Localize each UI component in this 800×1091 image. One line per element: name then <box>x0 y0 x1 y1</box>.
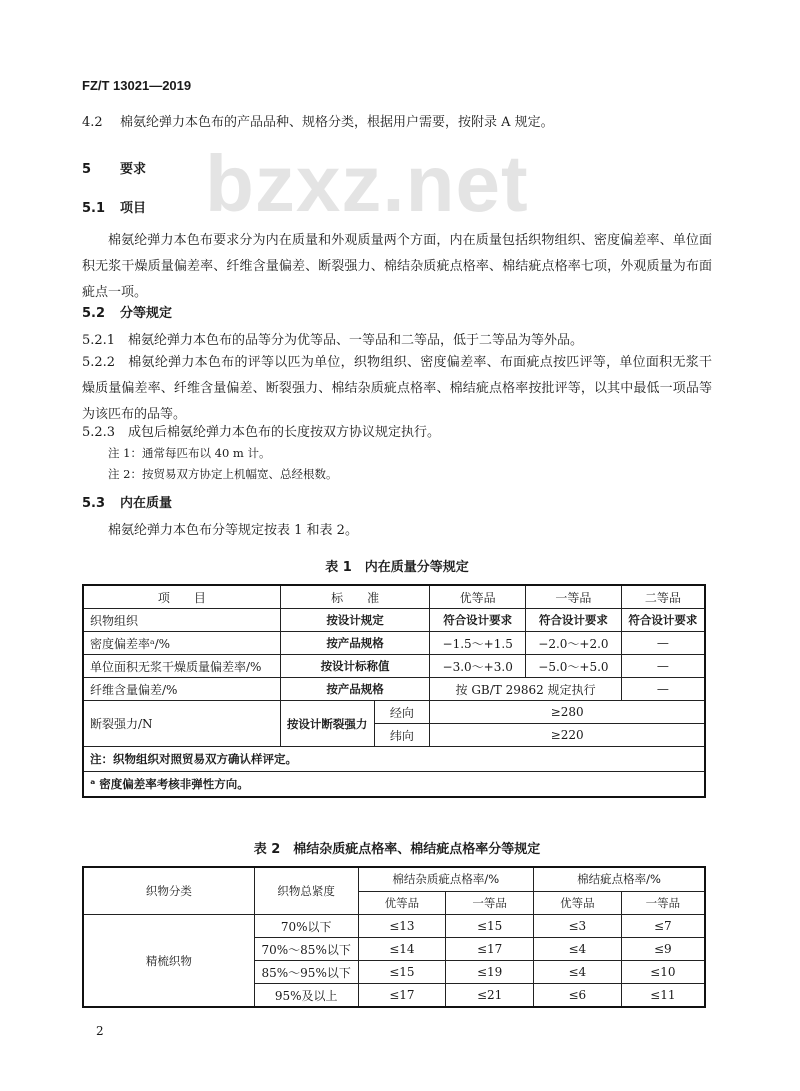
section-number: 5.2 <box>82 306 106 321</box>
cell-item: 纤维含量偏差/% <box>83 678 280 701</box>
header-standard: 标 准 <box>280 585 430 609</box>
header-first: 一等品 <box>526 585 622 609</box>
section-title: 要求 <box>120 162 147 177</box>
subheader-first: 一等品 <box>621 891 705 915</box>
table-row <box>83 915 705 938</box>
note-1: 注 1：通常每匹布以 40 m 计。 <box>108 446 271 460</box>
table-2-caption: 表 2 棉结杂质疵点格率、棉结疵点格率分等规定 <box>253 842 541 857</box>
clause-5-2-2 <box>82 350 712 428</box>
clause-5-2-3 <box>82 424 440 442</box>
clause-number: 4.2 <box>82 115 103 130</box>
header-item: 项 目 <box>83 585 280 609</box>
cell-second: 符合设计要求 <box>621 609 705 632</box>
cell-standard: 按产品规格 <box>280 632 430 655</box>
table-1-caption: 表 1 内在质量分等规定 <box>325 560 469 575</box>
standard-number: FZ/T 13021—2019 <box>82 78 192 93</box>
clause-4-2 <box>82 114 554 132</box>
header-tightness: 织物总紧度 <box>254 867 358 915</box>
cell-value: ≤15 <box>358 961 446 984</box>
clause-text: 棉氨纶弹力本色布的产品品种、规格分类，根据用户需要，按附录 A 规定。 <box>120 115 554 130</box>
cell-value: ≤9 <box>621 938 705 961</box>
table-row <box>83 632 705 655</box>
cell-value: ≤7 <box>621 915 705 938</box>
cell-value: ≤10 <box>621 961 705 984</box>
cell-value: ≤11 <box>621 984 705 1008</box>
section-number: 5 <box>82 162 92 177</box>
note-2: 注 2：按贸易双方协定上机幅宽、总经根数。 <box>108 467 338 481</box>
cell-direction: 经向 <box>374 701 430 724</box>
cell-value: ≤4 <box>533 938 621 961</box>
table-row <box>83 655 705 678</box>
section-number: 5.1 <box>82 201 106 216</box>
cell-second: — <box>621 655 705 678</box>
cell-first: −5.0～+5.0 <box>526 655 622 678</box>
cell-value: ≤19 <box>446 961 534 984</box>
header-superior: 优等品 <box>430 585 526 609</box>
cell-superior: 符合设计要求 <box>430 609 526 632</box>
header-class: 织物分类 <box>83 867 254 915</box>
cell-value: ≤13 <box>358 915 446 938</box>
cell-direction: 纬向 <box>374 724 430 747</box>
clause-number: 5.2.2 <box>82 355 116 370</box>
cell-standard: 按设计断裂强力 <box>280 701 374 747</box>
cell-item: 密度偏差率ᵃ/% <box>83 632 280 655</box>
table-row <box>83 678 705 701</box>
section-5-heading <box>82 158 146 177</box>
section-number: 5.3 <box>82 496 106 511</box>
cell-tightness: 70%以下 <box>254 915 358 938</box>
section-5-1-heading <box>82 197 146 216</box>
cell-second: — <box>621 678 705 701</box>
cell-value: ≤17 <box>358 984 446 1008</box>
cell-superior: −3.0～+3.0 <box>430 655 526 678</box>
table-2 <box>82 866 706 1008</box>
table-footnote: ᵃ 密度偏差率考核非弹性方向。 <box>83 772 705 798</box>
cell-tightness: 70%～85%以下 <box>254 938 358 961</box>
clause-5-2-1 <box>82 332 583 350</box>
subheader-superior: 优等品 <box>358 891 446 915</box>
cell-standard: 按设计规定 <box>280 609 430 632</box>
cell-tightness: 85%～95%以下 <box>254 961 358 984</box>
subheader-first: 一等品 <box>446 891 534 915</box>
table-note-row <box>83 747 705 772</box>
cell-value: ≤14 <box>358 938 446 961</box>
clause-number: 5.2.3 <box>82 425 116 440</box>
cell-tightness: 95%及以上 <box>254 984 358 1008</box>
cell-second: — <box>621 632 705 655</box>
cell-category: 精梳织物 <box>83 915 254 1008</box>
cell-value: ≤15 <box>446 915 534 938</box>
cell-value: ≤3 <box>533 915 621 938</box>
cell-superior: −1.5～+1.5 <box>430 632 526 655</box>
cell-item: 断裂强力/N <box>83 701 280 747</box>
clause-text: 棉氨纶弹力本色布的评等以匹为单位，织物组织、密度偏差率、布面疵点按匹评等，单位面积无浆干燥质量偏差率、纤维含量偏差、断裂强力、棉结杂质疵点格率、棉结疵点格率按批评等，以其中最低一项品等为该匹布的品等。 <box>82 355 712 422</box>
cell-value: ≤6 <box>533 984 621 1008</box>
header-neps: 棉结疵点格率/% <box>533 867 705 891</box>
cell-item: 织物组织 <box>83 609 280 632</box>
cell-value: ≤21 <box>446 984 534 1008</box>
cell-value: ≥280 <box>430 701 705 724</box>
cell-standard: 按设计标称值 <box>280 655 430 678</box>
cell-item: 单位面积无浆干燥质量偏差率/% <box>83 655 280 678</box>
table-1 <box>82 584 706 798</box>
cell-value: ≤4 <box>533 961 621 984</box>
section-5-2-heading <box>82 302 172 321</box>
watermark: bzxz.net <box>205 139 529 228</box>
clause-text: 成包后棉氨纶弹力本色布的长度按双方协议规定执行。 <box>128 425 441 440</box>
section-5-3-paragraph: 棉氨纶弹力本色布分等规定按表 1 和表 2。 <box>108 523 358 538</box>
section-title: 分等规定 <box>120 306 173 321</box>
clause-number: 5.2.1 <box>82 333 116 348</box>
section-5-3-heading <box>82 492 172 511</box>
table-header-row <box>83 585 705 609</box>
table-row <box>83 701 705 724</box>
section-5-1-paragraph: 棉氨纶弹力本色布要求分为内在质量和外观质量两个方面，内在质量包括织物组织、密度偏差率、单位面积无浆干燥质量偏差率、纤维含量偏差、断裂强力、棉结杂质疵点格率、棉结疵点格率七项，外观质量为布面疵点一项。 <box>82 233 712 300</box>
cell-first: −2.0～+2.0 <box>526 632 622 655</box>
section-title: 项目 <box>120 201 147 216</box>
cell-first: 符合设计要求 <box>526 609 622 632</box>
cell-value: ≥220 <box>430 724 705 747</box>
clause-text: 棉氨纶弹力本色布的品等分为优等品、一等品和二等品，低于二等品为等外品。 <box>128 333 584 348</box>
header-second: 二等品 <box>621 585 705 609</box>
header-neps-impurity: 棉结杂质疵点格率/% <box>358 867 533 891</box>
table-note: 注：织物组织对照贸易双方确认样评定。 <box>83 747 705 772</box>
page-number: 2 <box>96 1024 104 1038</box>
table-header-row <box>83 867 705 891</box>
cell-value: ≤17 <box>446 938 534 961</box>
cell-standard: 按产品规格 <box>280 678 430 701</box>
subheader-superior: 优等品 <box>533 891 621 915</box>
cell-superior-first: 按 GB/T 29862 规定执行 <box>430 678 621 701</box>
section-title: 内在质量 <box>120 496 173 511</box>
table-footnote-row <box>83 772 705 798</box>
table-row <box>83 609 705 632</box>
